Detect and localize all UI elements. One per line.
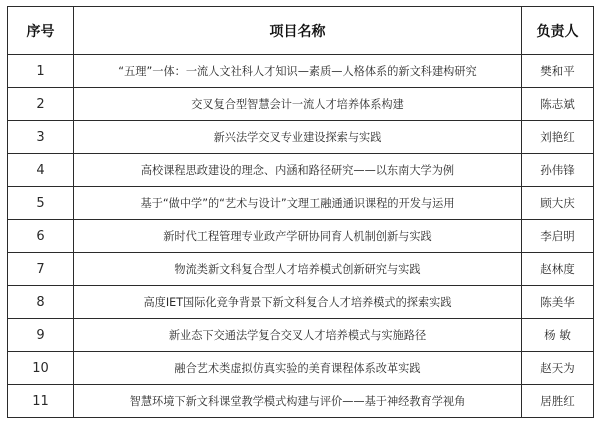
cell-leader: 李启明 (522, 220, 594, 253)
cell-serial-number: 8 (8, 286, 74, 319)
table-row (8, 187, 594, 220)
cell-serial-number: 2 (8, 88, 74, 121)
cell-leader: 陈志斌 (522, 88, 594, 121)
cell-serial-number: 4 (8, 154, 74, 187)
cell-project-name: 新业态下交通法学复合交叉人才培养模式与实施路径 (74, 319, 522, 352)
table-row (8, 220, 594, 253)
cell-leader: 赵林度 (522, 253, 594, 286)
header-serial-number: 序号 (8, 7, 74, 55)
cell-serial-number: 1 (8, 55, 74, 88)
cell-project-name: 物流类新文科复合型人才培养模式创新研究与实践 (74, 253, 522, 286)
project-table (7, 6, 594, 418)
table-row (8, 385, 594, 418)
table-row (8, 319, 594, 352)
cell-serial-number: 7 (8, 253, 74, 286)
header-leader: 负责人 (522, 7, 594, 55)
cell-project-name: 新时代工程管理专业政产学研协同育人机制创新与实践 (74, 220, 522, 253)
cell-leader: 居胜红 (522, 385, 594, 418)
cell-leader: 樊和平 (522, 55, 594, 88)
table-row (8, 253, 594, 286)
cell-leader: 顾大庆 (522, 187, 594, 220)
project-table-container (7, 6, 593, 418)
cell-leader: 陈美华 (522, 286, 594, 319)
cell-project-name: 融合艺术类虚拟仿真实验的美育课程体系改革实践 (74, 352, 522, 385)
cell-serial-number: 9 (8, 319, 74, 352)
table-row (8, 352, 594, 385)
table-row (8, 88, 594, 121)
cell-serial-number: 10 (8, 352, 74, 385)
cell-leader: 杨 敏 (522, 319, 594, 352)
cell-project-name: 新兴法学交叉专业建设探索与实践 (74, 121, 522, 154)
cell-serial-number: 11 (8, 385, 74, 418)
cell-project-name: 智慧环境下新文科课堂教学模式构建与评价——基于神经教育学视角 (74, 385, 522, 418)
cell-serial-number: 3 (8, 121, 74, 154)
table-row (8, 286, 594, 319)
cell-project-name: 基于“做中学”的“艺术与设计”文理工融通通识课程的开发与运用 (74, 187, 522, 220)
cell-project-name: 交叉复合型智慧会计一流人才培养体系构建 (74, 88, 522, 121)
table-row (8, 121, 594, 154)
cell-leader: 孙伟锋 (522, 154, 594, 187)
cell-project-name: 高度IET国际化竞争背景下新文科复合人才培养模式的探索实践 (74, 286, 522, 319)
table-row (8, 55, 594, 88)
cell-serial-number: 5 (8, 187, 74, 220)
cell-project-name: 高校课程思政建设的理念、内涵和路径研究——以东南大学为例 (74, 154, 522, 187)
cell-project-name: “五理”一体：一流人文社科人才知识—素质—人格体系的新文科建构研究 (74, 55, 522, 88)
table-header-row (8, 7, 594, 55)
cell-leader: 赵天为 (522, 352, 594, 385)
table-row (8, 154, 594, 187)
header-project-name: 项目名称 (74, 7, 522, 55)
cell-leader: 刘艳红 (522, 121, 594, 154)
cell-serial-number: 6 (8, 220, 74, 253)
